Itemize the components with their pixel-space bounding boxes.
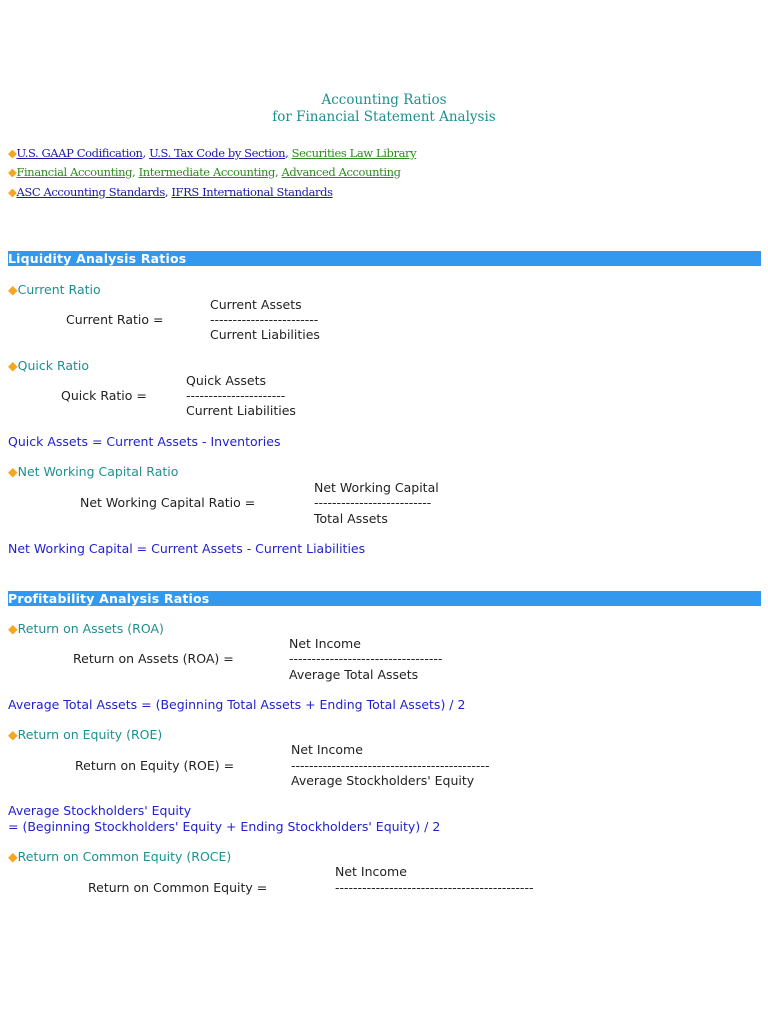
ratio-heading-current: ◆Current Ratio <box>8 282 101 297</box>
average-total-assets-note: Average Total Assets = (Beginning Total Assets + Ending Total Assets) / 2 <box>8 697 466 712</box>
roce-divider: -------------------------------------------- <box>335 880 534 895</box>
ratio-heading-roa: ◆Return on Assets (ROA) <box>8 621 164 636</box>
roa-denominator: Average Total Assets <box>289 667 419 682</box>
diamond-bullet-icon: ◆ <box>8 464 18 479</box>
ratio-heading-quick: ◆Quick Ratio <box>8 358 90 373</box>
link-row-2: ◆Financial Accounting, Intermediate Accounting, Advanced Accounting <box>8 165 401 179</box>
roe-denominator: Average Stockholders' Equity <box>291 773 475 788</box>
nwc-ratio-divider: -------------------------- <box>314 495 432 510</box>
nwc-note: Net Working Capital = Current Assets - Current Liabilities <box>8 541 366 556</box>
roa-divider: ---------------------------------- <box>289 651 443 666</box>
link-advanced-accounting[interactable]: Advanced Accounting <box>281 165 401 179</box>
nwc-ratio-denominator: Total Assets <box>314 511 388 526</box>
link-us-tax-code[interactable]: U.S. Tax Code by Section <box>149 146 286 160</box>
roe-divider: -------------------------------------------- <box>291 758 490 773</box>
quick-ratio-label: Quick Ratio = <box>61 388 147 403</box>
page-subtitle: for Financial Statement Analysis <box>272 109 496 125</box>
diamond-bullet-icon: ◆ <box>8 849 18 864</box>
ratio-heading-roe: ◆Return on Equity (ROE) <box>8 727 163 742</box>
link-securities-law-library[interactable]: Securities Law Library <box>291 146 417 160</box>
diamond-bullet-icon: ◆ <box>8 282 18 297</box>
link-financial-accounting[interactable]: Financial Accounting <box>16 165 133 179</box>
link-intermediate-accounting[interactable]: Intermediate Accounting <box>138 165 275 179</box>
roce-numerator: Net Income <box>335 864 407 879</box>
roe-label: Return on Equity (ROE) = <box>75 758 235 773</box>
link-row-1: ◆U.S. GAAP Codification, U.S. Tax Code by Section, Securities Law Library <box>8 146 417 160</box>
current-ratio-numerator: Current Assets <box>210 297 302 312</box>
section-header-profitability: Profitability Analysis Ratios <box>8 591 761 606</box>
average-equity-note-line2: = (Beginning Stockholders' Equity + Ending Stockholders' Equity) / 2 <box>8 819 441 834</box>
link-asc-accounting-standards[interactable]: ASC Accounting Standards <box>16 185 165 199</box>
diamond-bullet-icon: ◆ <box>8 185 17 199</box>
current-ratio-divider: ------------------------ <box>210 312 319 327</box>
quick-ratio-numerator: Quick Assets <box>186 373 266 388</box>
current-ratio-denominator: Current Liabilities <box>210 327 320 342</box>
ratio-heading-roce: ◆Return on Common Equity (ROCE) <box>8 849 232 864</box>
diamond-bullet-icon: ◆ <box>8 621 18 636</box>
link-ifrs-international-standards[interactable]: IFRS International Standards <box>171 185 333 199</box>
quick-ratio-divider: ---------------------- <box>186 388 286 403</box>
roce-label: Return on Common Equity = <box>88 880 268 895</box>
current-ratio-label: Current Ratio = <box>66 312 164 327</box>
quick-ratio-denominator: Current Liabilities <box>186 403 296 418</box>
roa-numerator: Net Income <box>289 636 361 651</box>
average-equity-note-line1: Average Stockholders' Equity <box>8 803 192 818</box>
section-header-liquidity: Liquidity Analysis Ratios <box>8 251 761 266</box>
diamond-bullet-icon: ◆ <box>8 358 18 373</box>
page-title: Accounting Ratios <box>321 92 447 108</box>
diamond-bullet-icon: ◆ <box>8 146 17 160</box>
link-us-gaap-codification[interactable]: U.S. GAAP Codification <box>16 146 143 160</box>
link-row-3: ◆ASC Accounting Standards, IFRS International Standards <box>8 185 333 199</box>
quick-assets-note: Quick Assets = Current Assets - Inventories <box>8 434 281 449</box>
roe-numerator: Net Income <box>291 742 363 757</box>
diamond-bullet-icon: ◆ <box>8 165 17 179</box>
diamond-bullet-icon: ◆ <box>8 727 18 742</box>
ratio-heading-nwc: ◆Net Working Capital Ratio <box>8 464 179 479</box>
nwc-ratio-numerator: Net Working Capital <box>314 480 439 495</box>
nwc-ratio-label: Net Working Capital Ratio = <box>80 495 256 510</box>
roa-label: Return on Assets (ROA) = <box>73 651 234 666</box>
